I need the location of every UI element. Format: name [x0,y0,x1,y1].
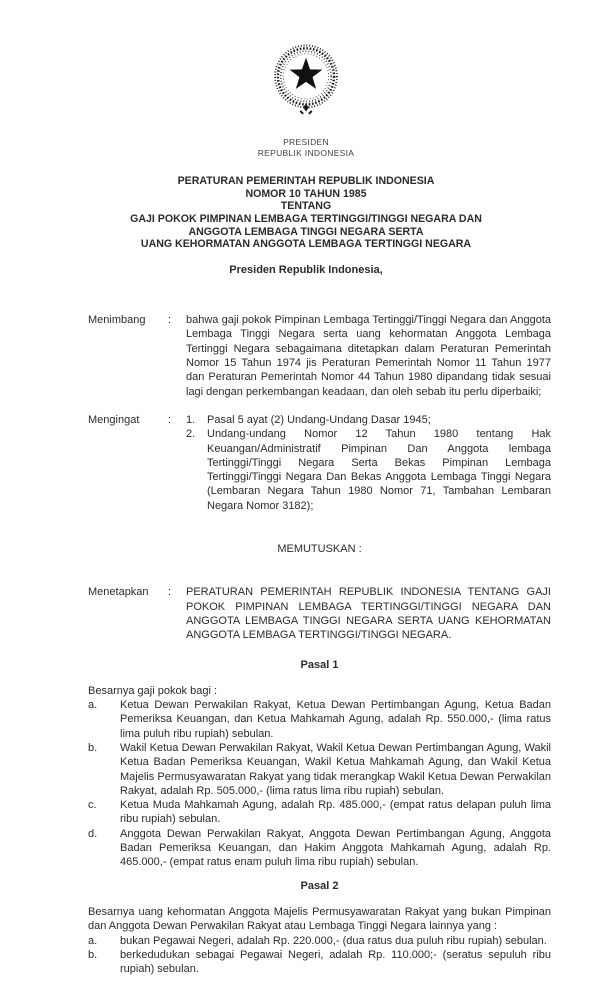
menimbang-text: bahwa gaji pokok Pimpinan Lembaga Tertinggi/Tinggi Negara dan Anggota Lembaga Tinggi Negara serta uang kehormatan Anggota Lembaga Tertinggi Negara sebagaimana ditetapkan dalam Peraturan Pemerintah Nomor 15 Tahun 1974 jis Peraturan Pemerintah Nomor 11 Tahun 1977 dan Peraturan Pemerintah Nomor 44 Tahun 1980 dipandang tidak sesuai lagi dengan perkembangan keadaan, dan oleh sebab itu perlu diperbaiki; [186,314,551,398]
title-line-6: UANG KEHORMATAN ANGGOTA LEMBAGA TERTINGGI NEGARA [140,238,472,251]
star-shape [290,58,323,89]
pasal-1-item-b [88,741,551,798]
pasal-1-intro: Besarnya gaji pokok bagi : [88,684,218,697]
pasal-1-item-a-letter: a. [88,699,98,712]
pasal-2-item-a [88,934,551,948]
mengingat-item-1 [186,413,551,427]
pasal-2-item-b-text: berkedudukan sebagai Pegawai Negeri, adalah Rp. 110.000;- (seratus sepuluh ribu rupiah) sebulan. [120,948,551,976]
pasal-2-item-a-text: bukan Pegawai Negeri, adalah Rp. 220.000,- (dua ratus dua puluh ribu rupiah) sebulan. [120,934,547,947]
menimbang-label: Menimbang [88,314,146,327]
mengingat-item-2 [186,427,551,513]
pasal-2-item-b [88,948,551,977]
menimbang-section [88,313,551,399]
title-line-4: GAJI POKOK PIMPINAN LEMBAGA TERTINGGI/TINGGI NEGARA DAN [130,213,482,226]
mengingat-item-1-number: 1. [186,413,196,426]
pasal-2-item-b-letter: b. [88,948,98,961]
menetapkan-section [88,585,551,642]
pasal-1-heading: Pasal 1 [300,658,339,671]
wreath-bow [300,104,313,115]
mengingat-separator: : [168,413,172,426]
mengingat-section [88,413,551,513]
regulation-title [0,175,612,251]
pasal-1-item-c-letter: c. [88,799,97,812]
pasal-1-item-d-letter: d. [88,827,98,840]
mengingat-item-2-number: 2. [186,428,196,441]
pasal-1-item-a-text: Ketua Dewan Perwakilan Rakyat, Ketua Dewan Pertimbangan Agung, Ketua Badan Pemeriksa Keuangan, dan Ketua Mahkamah Agung, adalah Rp. 550.000,- (lima ratus lima puluh ribu rupiah) sebulan. [120,699,551,740]
pasal-2-intro: Besarnya uang kehormatan Anggota Majelis Permusyawaratan Rakyat yang bukan Pimpinan dan Anggota Dewan Perwakilan Rakyat atau Lembaga Tinggi Negara lainnya yang : [88,905,551,933]
menetapkan-separator: : [168,586,172,599]
mengingat-list [186,413,551,513]
salutation: Presiden Republik Indonesia, [229,263,383,276]
pasal-1-item-b-text: Wakil Ketua Dewan Perwakilan Rakyat, Wakil Ketua Dewan Pertimbangan Agung, Wakil Ketua Badan Pemeriksa Keuangan, Wakil Ketua Mahkamah Agung, dan Wakil Ketua Majelis Permusyawaratan Rakyat yang tidak merangkap Wakil Ketua Dewan Perwakilan Rakyat, adalah Rp. 505.000,- (lima ratus lima ribu rupiah) sebulan. [120,741,551,797]
menimbang-separator: : [168,314,172,327]
pasal-2-item-a-letter: a. [88,934,98,947]
title-line-1: PERATURAN PEMERINTAH REPUBLIK INDONESIA [177,175,435,188]
pasal-1-item-d [88,827,551,870]
mengingat-label: Mengingat [88,413,140,426]
menetapkan-label: Menetapkan [88,586,149,599]
mengingat-item-1-text: Pasal 5 ayat (2) Undang-Undang Dasar 1945; [207,413,431,426]
letterhead-line-republik: REPUBLIK INDONESIA [257,148,355,159]
title-line-5: ANGGOTA LEMBAGA TINGGI NEGARA SERTA [188,225,424,238]
pasal-1-item-c-text: Ketua Muda Mahkamah Agung, adalah Rp. 485.000,- (empat ratus delapan puluh lima ribu rupiah) sebulan. [120,799,551,826]
presidential-seal-icon [270,40,342,120]
title-line-3: TENTANG [280,200,332,213]
pasal-2-heading: Pasal 2 [300,879,339,892]
mengingat-item-2-text: Undang-undang Nomor 12 Tahun 1980 tentang Hak Keuangan/Administratif Pimpinan Dan Anggota lembaga Tertinggi/Tinggi Negara Serta Bekas Pimpinan Lembaga Tertinggi/Tinggi Negara Dan Bekas Anggota Lembaga Tinggi Negara (Lembaran Negara Tahun 1980 Nomor 71, Tambahan Lembaran Negara Nomor 3182); [207,428,551,512]
title-line-2: NOMOR 10 TAHUN 1985 [245,187,367,200]
pasal-1-item-c [88,798,551,827]
letterhead [0,137,612,159]
pasal-1-item-d-text: Anggota Dewan Perwakilan Rakyat, Anggota Dewan Pertimbangan Agung, Anggota Badan Pemeriksa Keuangan, dan Hakim Anggota Mahkamah Agung, adalah Rp. 465.000,- (empat ratus enam puluh lima ribu rupiah) sebulan. [120,827,551,869]
seal-container [0,0,612,124]
pasal-1-item-b-letter: b. [88,741,98,754]
document-body [88,313,551,976]
letterhead-line-presiden: PRESIDEN [283,137,329,148]
memutuskan-heading: MEMUTUSKAN : [277,543,362,556]
menetapkan-text: PERATURAN PEMERINTAH REPUBLIK INDONESIA TENTANG GAJI POKOK PIMPINAN LEMBAGA TERTINGGI/TINGGI NEGARA DAN ANGGOTA LEMBAGA TINGGI NEGARA SERTA UANG KEHORMATAN ANGGOTA LEMBAGA TERTINGGI/TINGGI NEGARA. [186,586,551,642]
pasal-1-item-a [88,698,551,741]
